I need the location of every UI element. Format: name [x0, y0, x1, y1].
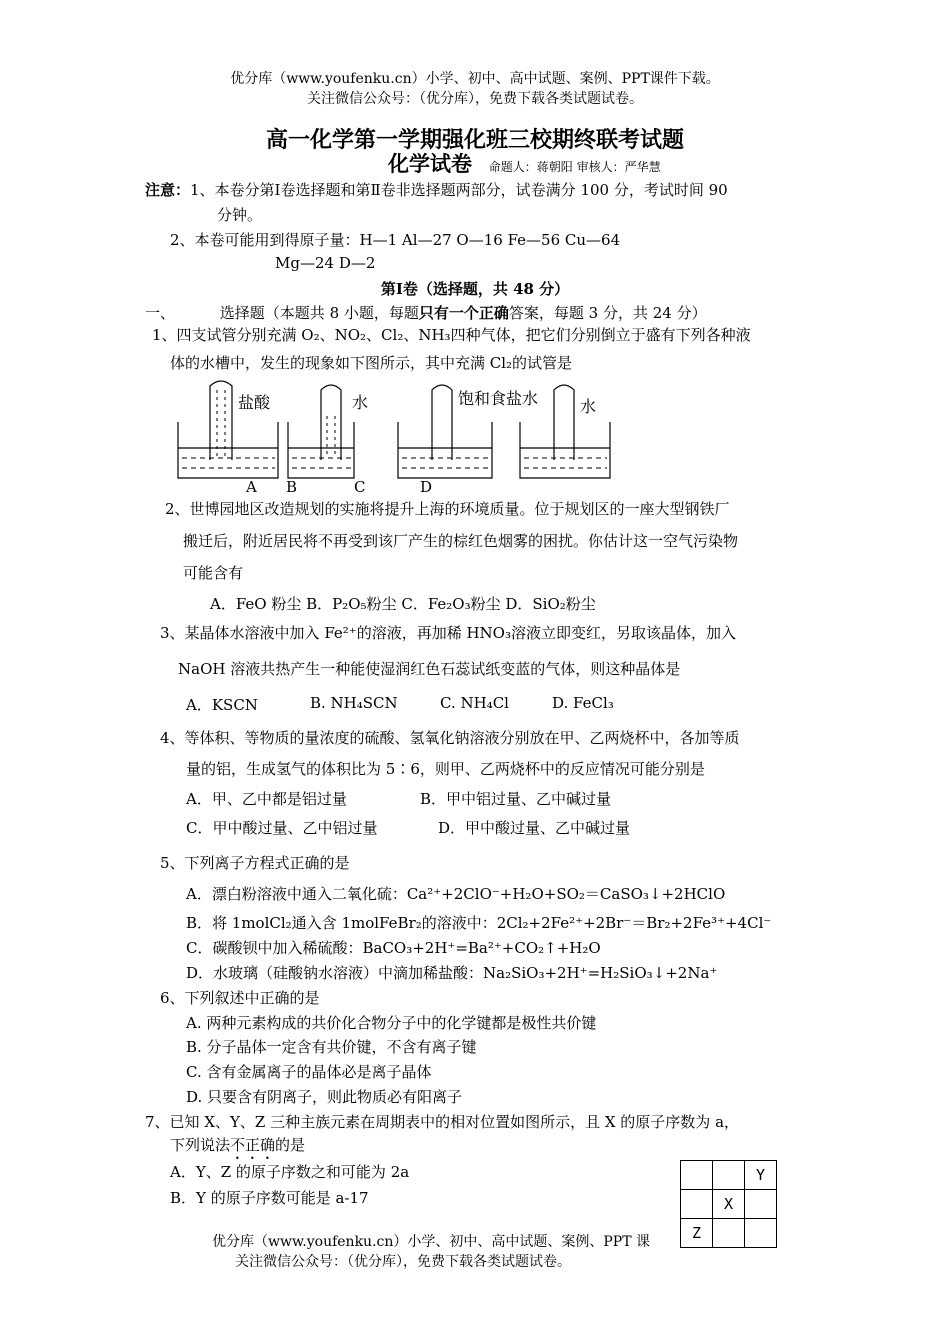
- site-footer-line2: 关注微信公众号：（优分库），免费下载各类试题试卷。: [235, 1254, 571, 1270]
- q4-option-c: C．甲中酸过量、乙中铝过量: [186, 819, 378, 837]
- site-header-line1: 优分库（www.youfenku.cn）小学、初中、高中试题、案例、PPT课件下载。: [230, 71, 720, 87]
- grid-cell-y: Y: [745, 1161, 777, 1190]
- exam-authors: 命题人：蒋朝阳 审核人：严华慧: [488, 160, 661, 174]
- q3-stem-line1: 3、某晶体水溶液中加入 Fe²⁺的溶液，再加稀 HNO₃溶液立即变红，另取该晶体，加入: [160, 624, 736, 642]
- q7-stem-pre: 下列说法: [170, 1136, 231, 1154]
- q7-option-b: B．Y 的原子序数可能是 a-17: [170, 1189, 369, 1207]
- q7-stem-line2: [170, 1134, 305, 1163]
- grid-cell-z: Z: [681, 1219, 713, 1248]
- q2-stem-line2: 搬迁后，附近居民将不再受到该厂产生的棕红色烟雾的困扰。你估计这一空气污染物: [183, 532, 739, 550]
- trough-d: [520, 422, 610, 478]
- tube-c: [432, 385, 452, 460]
- q1-stem-line1: 1、四支试管分别充满 O₂、NO₂、Cl₂、NH₃四种气体，把它们分别倒立于盛有下列各种液: [152, 326, 751, 344]
- q4-option-a: A．甲、乙中都是铝过量: [186, 790, 347, 808]
- q1-liquid-label-2: 水: [352, 393, 369, 412]
- part-1-heading: [145, 302, 707, 323]
- q5-option-d: D．水玻璃（硅酸钠水溶液）中滴加稀盐酸：Na₂SiO₃+2H⁺=H₂SiO₃↓+2Na⁺: [186, 964, 718, 982]
- exam-subtitle: 化学试卷: [388, 151, 472, 176]
- q1-option-c: C: [354, 478, 366, 496]
- section-1-heading: 第Ⅰ卷（选择题，共 48 分）: [380, 280, 570, 298]
- note-1: 1、本卷分第Ⅰ卷选择题和第Ⅱ卷非选择题两部分，试卷满分 100 分，考试时间 90: [190, 181, 728, 199]
- q1-stem-line2: 体的水槽中，发生的现象如下图所示，其中充满 Cl₂的试管是: [170, 354, 573, 372]
- q5-option-c: C．碳酸钡中加入稀硫酸：BaCO₃+2H⁺=Ba²⁺+CO₂↑+H₂O: [186, 939, 601, 957]
- q6-option-d: D. 只要含有阴离子，则此物质必有阳离子: [186, 1088, 463, 1106]
- q3-option-a: A．KSCN: [186, 696, 258, 714]
- notes-line1: [145, 179, 728, 200]
- q3-option-c: C. NH₄Cl: [440, 694, 509, 712]
- q6-option-c: C. 含有金属离子的晶体必是离子晶体: [186, 1063, 432, 1081]
- q5-stem: 5、下列离子方程式正确的是: [160, 854, 350, 872]
- grid-cell-x: X: [713, 1190, 745, 1219]
- note-2-cont: Mg—24 D—2: [275, 254, 376, 272]
- part-1-emphasis: 只有一个正确: [418, 304, 509, 322]
- q1-test-tube-figure: [170, 376, 620, 496]
- q6-stem: 6、下列叙述中正确的是: [160, 989, 320, 1007]
- q6-option-a: A. 两种元素构成的共价化合物分子中的化学键都是极性共价键: [186, 1014, 597, 1032]
- notes-label: 注意：: [145, 181, 191, 199]
- q2-options: A．FeO 粉尘 B．P₂O₅粉尘 C．Fe₂O₃粉尘 D．SiO₂粉尘: [210, 595, 596, 613]
- q1-liquid-label-4: 水: [580, 397, 597, 416]
- q6-option-b: B. 分子晶体一定含有共价键，不含有离子键: [186, 1038, 477, 1056]
- part-1-text: 选择题（本题共 8 小题，每题: [219, 304, 419, 322]
- q7-stem-post: 的是: [275, 1136, 306, 1154]
- q1-option-d: D: [420, 478, 433, 496]
- note-1-cont: 分钟。: [217, 206, 263, 224]
- note-2: 2、本卷可能用到得原子量：H—1 Al—27 O—16 Fe—56 Cu—64: [170, 231, 621, 249]
- q7-option-a: A．Y、Z 的原子序数之和可能为 2a: [170, 1163, 410, 1181]
- q7-stem-emphasis: 不正确: [230, 1136, 276, 1154]
- q4-stem-line1: 4、等体积、等物质的量浓度的硫酸、氢氧化钠溶液分别放在甲、乙两烧杯中，各加等质: [160, 729, 740, 747]
- q2-stem-line1: 2、世博园地区改造规划的实施将提升上海的环境质量。位于规划区的一座大型钢铁厂: [165, 500, 730, 518]
- q3-option-d: D. FeCl₃: [552, 694, 614, 712]
- trough-a: [178, 422, 278, 478]
- q2-stem-line3: 可能含有: [183, 564, 244, 582]
- site-footer-line1: 优分库（www.youfenku.cn）小学、初中、高中试题、案例、PPT 课: [212, 1231, 650, 1251]
- q3-option-b: B. NH₄SCN: [310, 694, 398, 712]
- trough-c: [398, 422, 492, 478]
- part-1-number: 一、: [145, 304, 176, 322]
- tube-d: [554, 385, 574, 460]
- q1-liquid-label-3: 饱和食盐水: [458, 389, 539, 408]
- q4-option-d: D．甲中酸过量、乙中碱过量: [438, 819, 631, 837]
- periodic-position-grid: [680, 1160, 777, 1248]
- tube-b: [321, 385, 341, 460]
- q7-stem-line1: 7、已知 X、Y、Z 三种主族元素在周期表中的相对位置如图所示，且 X 的原子序数为 a，: [145, 1113, 740, 1131]
- q5-option-b: B．将 1molCl₂通入含 1molFeBr₂的溶液中：2Cl₂+2Fe²⁺+2Br⁻＝Br₂+2Fe³⁺+4Cl⁻: [186, 914, 772, 932]
- q1-option-b: B: [286, 478, 298, 496]
- q4-stem-line2: 量的铝，生成氢气的体积比为 5∶6，则甲、乙两烧杯中的反应情况可能分别是: [186, 760, 705, 778]
- site-header-line2: 关注微信公众号：（优分库），免费下载各类试题试卷。: [307, 91, 643, 107]
- q5-option-a: A．漂白粉溶液中通入二氧化硫：Ca²⁺+2ClO⁻+H₂O+SO₂＝CaSO₃↓+2HClO: [186, 885, 726, 903]
- q3-stem-line2: NaOH 溶液共热产生一种能使湿润红色石蕊试纸变蓝的气体，则这种晶体是: [178, 660, 681, 678]
- q1-option-a: A: [246, 478, 257, 496]
- part-1-text-end: 答案，每题 3 分，共 24 分）: [508, 304, 707, 322]
- exam-title: 高一化学第一学期强化班三校期终联考试题: [265, 127, 684, 153]
- q4-option-b: B．甲中铝过量、乙中碱过量: [420, 790, 612, 808]
- subtitle-row: [388, 148, 661, 178]
- q1-liquid-label-1: 盐酸: [238, 393, 271, 412]
